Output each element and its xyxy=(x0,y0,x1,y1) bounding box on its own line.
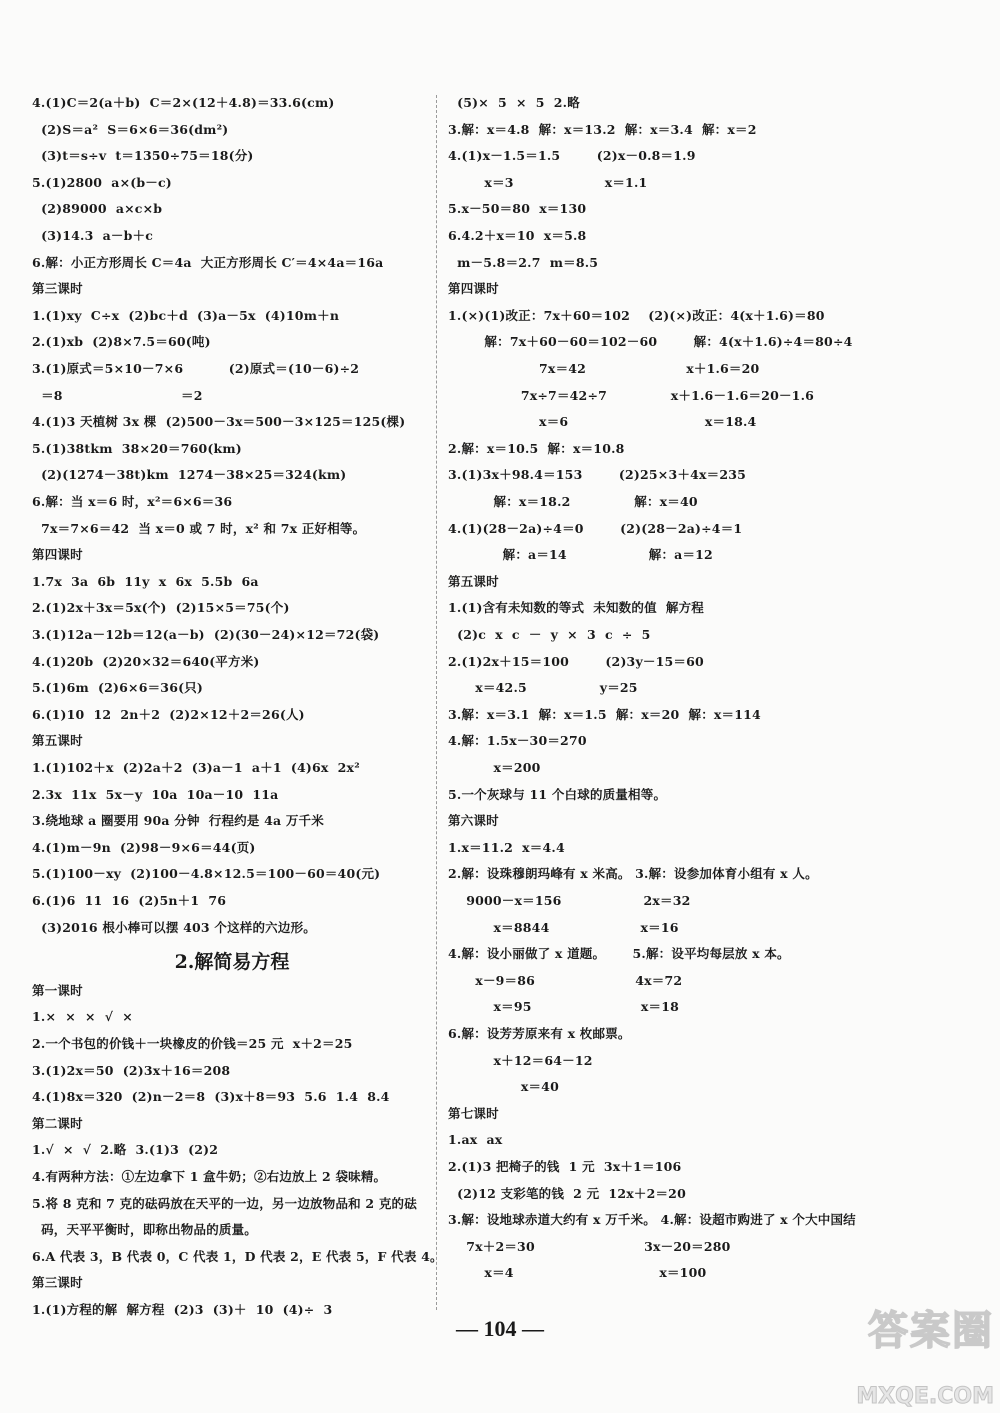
answer-line: (2)12 支彩笔的钱 2 元 12x＋2＝20 xyxy=(448,1185,686,1201)
lesson-heading: 第五课时 xyxy=(448,573,499,589)
answer-line: 4.(1)3 天植树 3x 棵 (2)500－3x＝500－3×125＝125(棵) xyxy=(32,414,406,430)
answer-line: x＝42.5 y＝25 xyxy=(448,680,638,696)
answer-line: x＝6 x＝18.4 xyxy=(448,414,757,430)
lesson-heading: 第三课时 xyxy=(32,281,83,297)
answer-line: 5.一个灰球与 11 个白球的质量相等。 xyxy=(448,786,667,802)
answer-line: 4.(1)8x＝320 (2)n－2＝8 (3)x＋8＝93 5.6 1.4 8.4 xyxy=(32,1089,390,1105)
page-number: — 104 — xyxy=(456,1316,544,1341)
answer-line: (2)89000 a×c×b xyxy=(32,201,163,217)
answer-line: 3.解：x＝4.8 解：x＝13.2 解：x＝3.4 解：x＝2 xyxy=(448,121,757,137)
answer-line: 9000－x＝156 2x＝32 xyxy=(448,893,691,908)
answer-line: 解：7x＋60－60＝102－60 解：4(x＋1.6)÷4＝80÷4 xyxy=(448,334,853,350)
column-divider xyxy=(436,95,437,1310)
answer-line: 2.(1)2x＋3x＝5x(个) (2)15×5＝75(个) xyxy=(32,600,290,616)
answer-line: 2.(1)2x＋15＝100 (2)3y－15＝60 xyxy=(448,653,704,669)
answer-line: 4.(1)(28－2a)÷4＝0 (2)(28－2a)÷4＝1 xyxy=(448,520,743,536)
answer-line: 6.解：设芳芳原来有 x 枚邮票。 xyxy=(448,1026,631,1041)
answer-line: 解：a＝14 解：a＝12 xyxy=(448,547,713,563)
answer-line: 6.A 代表 3，B 代表 0，C 代表 1，D 代表 2，E 代表 5，F 代表 4。 xyxy=(32,1248,443,1264)
page-number-value: 104 xyxy=(483,1316,517,1341)
answer-line: 2.(1)3 把椅子的钱 1 元 3x＋1＝106 xyxy=(448,1159,682,1174)
answer-line: 6.解：当 x＝6 时，x²＝6×6＝36 xyxy=(32,494,233,509)
answer-line: 解：x＝18.2 解：x＝40 xyxy=(448,494,698,509)
answer-line: x＝95 x＝18 xyxy=(448,999,680,1015)
answer-line: 7x＝42 x＋1.6＝20 xyxy=(448,361,760,376)
answer-line: 2.解：x＝10.5 解：x＝10.8 xyxy=(448,440,625,456)
answer-line: 2.解：设珠穆朗玛峰有 x 米高。 3.解：设参加体育小组有 x 人。 xyxy=(448,866,818,882)
answer-line: 5.(1)2800 a×(b－c) xyxy=(32,174,172,190)
answer-line: (2)c x c － y × 3 c ÷ 5 xyxy=(448,627,651,642)
answer-line: (3)t＝s÷v t＝1350÷75＝18(分) xyxy=(32,148,254,164)
answer-line: 4.有两种方法：①左边拿下 1 盒牛奶；②右边放上 2 袋味精。 xyxy=(32,1169,387,1184)
answer-line: 3.解：设地球赤道大约有 x 万千米。 4.解：设超市购进了 x 个大中国结 xyxy=(448,1212,856,1228)
answer-line: 3.(1)2x＝50 (2)3x＋16＝208 xyxy=(32,1062,231,1078)
answer-line: 1.ax ax xyxy=(448,1132,503,1148)
answer-line: (3)2016 根小棒可以摆 403 个这样的六边形。 xyxy=(32,919,316,935)
answer-line: 1.7x 3a 6b 11y x 6x 5.5b 6a xyxy=(32,573,259,589)
answer-line: 5.x－50＝80 x＝130 xyxy=(448,201,587,217)
lesson-heading: 第七课时 xyxy=(448,1105,499,1121)
answer-line: 1.(×)(1)改正：7x＋60＝102 (2)(×)改正：4(x＋1.6)＝80 xyxy=(448,307,825,323)
answer-line: (2)S＝a² S＝6×6＝36(dm²) xyxy=(32,121,229,137)
answer-line: 4.解：设小丽做了 x 道题。 5.解：设平均每层放 x 本。 xyxy=(448,946,790,962)
answer-line: x－9＝86 4x＝72 xyxy=(448,972,683,988)
answer-line: 3.(1)3x＋98.4＝153 (2)25×3＋4x＝235 xyxy=(448,467,747,483)
answer-line: 码，天平平衡时，即称出物品的质量。 xyxy=(32,1222,258,1238)
lesson-heading: 第三课时 xyxy=(32,1275,83,1291)
answer-line: 5.(1)6m (2)6×6＝36(只) xyxy=(32,680,204,696)
lesson-heading: 第二课时 xyxy=(32,1115,83,1131)
answer-line: 3.绕地球 a 圈要用 90a 分钟 行程约是 4a 万千米 xyxy=(32,813,324,829)
answer-line: 1.(1)方程的解 解方程 (2)3 (3)＋ 10 (4)÷ 3 xyxy=(32,1302,333,1317)
answer-line: 6.解：小正方形周长 C＝4a 大正方形周长 C′＝4×4a＝16a xyxy=(32,254,384,270)
answer-line: 4.(1)m－9n (2)98－9×6＝44(页) xyxy=(32,839,256,855)
answer-line: 1.√ × √ 2.略 3.(1)3 (2)2 xyxy=(32,1142,219,1158)
lesson-heading: 第六课时 xyxy=(448,813,499,829)
answer-line: 2.3x 11x 5x－y 10a 10a－10 11a xyxy=(32,786,279,802)
answer-line: 3.(1)原式＝5×10－7×6 (2)原式＝(10－6)÷2 xyxy=(32,361,360,376)
watermark-glyph: 答案圈 xyxy=(868,1308,994,1354)
answer-line: 7x＝7×6＝42 当 x＝0 或 7 时，x² 和 7x 正好相等。 xyxy=(32,520,366,536)
answer-line: 1.x＝11.2 x＝4.4 xyxy=(448,839,565,855)
lesson-heading: 第一课时 xyxy=(32,982,83,998)
answer-line: 4.(1)C＝2(a＋b) C＝2×(12＋4.8)＝33.6(cm) xyxy=(32,95,335,110)
answer-line: 6.(1)6 11 16 (2)5n＋1 76 xyxy=(32,893,227,908)
answer-line: (2)(1274－38t)km 1274－38×25＝324(km) xyxy=(32,467,347,483)
answer-line: x＝200 xyxy=(448,760,541,775)
answer-line: 1.(1)102＋x (2)2a＋2 (3)a－1 a＋1 (4)6x 2x² xyxy=(32,760,360,775)
answer-line: 4.(1)20b (2)20×32＝640(平方米) xyxy=(32,653,260,669)
answer-line: m－5.8＝2.7 m＝8.5 xyxy=(448,254,599,270)
answer-line: (3)14.3 a－b＋c xyxy=(32,228,154,243)
answer-line: 4.(1)x－1.5＝1.5 (2)x－0.8＝1.9 xyxy=(448,148,696,164)
answer-line: x＋12＝64－12 xyxy=(448,1052,593,1068)
answer-line: x＝40 xyxy=(448,1079,559,1095)
answer-line: 7x÷7＝42÷7 x＋1.6－1.6＝20－1.6 xyxy=(448,387,815,403)
watermark-logo xyxy=(824,1299,994,1409)
answer-line: 1.(1)含有未知数的等式 未知数的值 解方程 xyxy=(448,600,704,616)
answer-line: x＝8844 x＝16 xyxy=(448,919,679,935)
answer-line: 1.(1)xy C÷x (2)bc＋d (3)a－5x (4)10m＋n xyxy=(32,307,340,323)
answer-line: x＝4 x＝100 xyxy=(448,1265,707,1281)
lesson-heading: 第四课时 xyxy=(32,547,83,563)
answer-line: 1.× × × √ × xyxy=(32,1009,133,1025)
answer-line: 5.将 8 克和 7 克的砝码放在天平的一边，另一边放物品和 2 克的砝 xyxy=(32,1195,417,1211)
watermark-text: MXQE.COM xyxy=(856,1384,994,1409)
answer-line: 2.一个书包的价钱＋一块橡皮的价钱＝25 元 x＋2＝25 xyxy=(32,1036,353,1051)
answer-line: 3.(1)12a－12b＝12(a－b) (2)(30－24)×12＝72(袋) xyxy=(32,627,380,642)
answer-line: 5.(1)38tkm 38×20＝760(km) xyxy=(32,440,242,456)
answer-line: 6.(1)10 12 2n＋2 (2)2×12＋2＝26(人) xyxy=(32,706,305,722)
answer-line: 4.解：1.5x－30＝270 xyxy=(448,733,587,749)
answer-line: 3.解：x＝3.1 解：x＝1.5 解：x＝20 解：x＝114 xyxy=(448,706,761,722)
answer-line: (5)× 5 × 5 2.略 xyxy=(448,95,580,110)
section-title: 2.解简易方程 xyxy=(174,951,290,974)
answer-line: x＝3 x＝1.1 xyxy=(448,174,648,190)
lesson-heading: 第五课时 xyxy=(32,733,83,749)
answer-line: 7x＋2＝30 3x－20＝280 xyxy=(448,1238,731,1254)
answer-line: 2.(1)xb (2)8×7.5＝60(吨) xyxy=(32,334,211,350)
lesson-heading: 第四课时 xyxy=(448,281,499,297)
answer-line: 5.(1)100－xy (2)100－4.8×12.5＝100－60＝40(元) xyxy=(32,866,381,882)
answer-line: 6.4.2＋x＝10 x＝5.8 xyxy=(448,228,587,243)
answer-line: ＝8 ＝2 xyxy=(32,387,203,403)
